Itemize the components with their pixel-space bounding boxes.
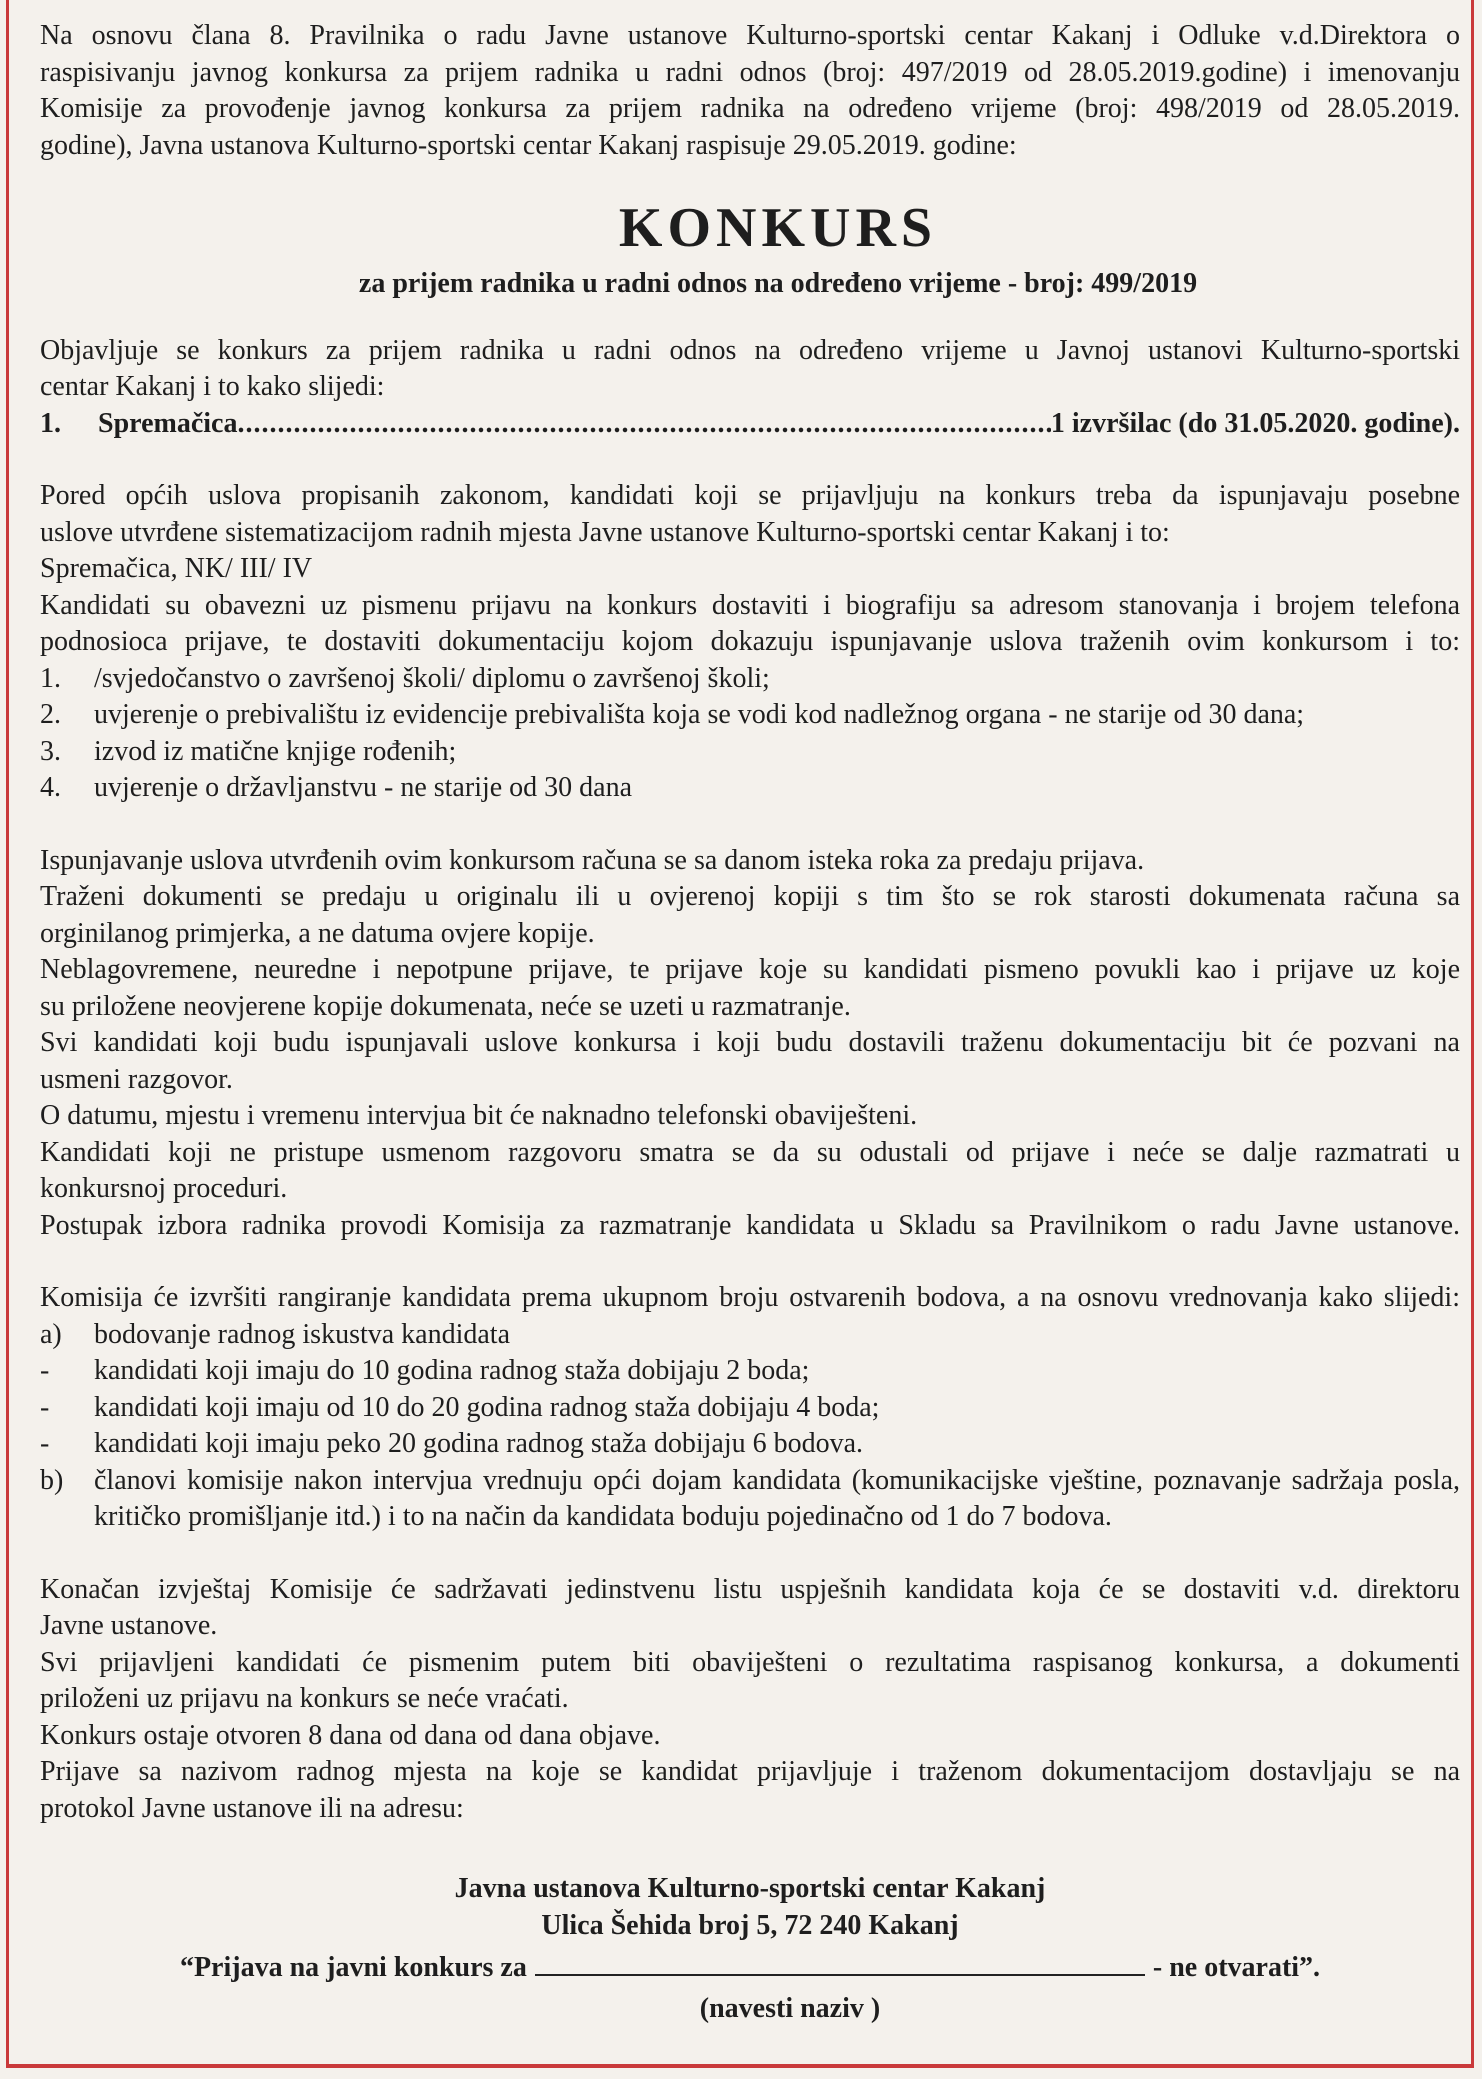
list-item xyxy=(40,697,1460,734)
envelope-blank-line xyxy=(535,1946,1145,1976)
rules-line: su priložene neovjerene kopije dokumenata, neće se uzeti u razmatranje. xyxy=(40,990,851,1022)
rules-line: konkursnoj proceduri. xyxy=(40,1173,288,1204)
position-detail: 1 izvršilac (do 31.05.2020. godine). xyxy=(1050,407,1460,439)
envelope-suffix: - ne otvarati”. xyxy=(1152,1952,1321,1983)
address-institution: Javna ustanova Kulturno-sportski centar Kakanj xyxy=(454,1873,1046,1904)
list-text: uvjerenje o prebivalištu iz evidencije prebivališta koja se vodi kod nadležnog organa - ne starije od 30 dana; xyxy=(94,699,1305,730)
list-item xyxy=(40,1317,1460,1354)
list-marker: b) xyxy=(40,1464,64,1496)
ranking-list xyxy=(40,1317,1460,1536)
conditions-line: Pored općih uslova propisanih zakonom, kandidati koji se prijavljuju na konkurs treba da ispunjavaju posebne xyxy=(40,480,1460,511)
document-title: KONKURS xyxy=(618,197,938,259)
rules-line: Traženi dokumenti se predaju u originalu ili u ovjerenoj kopiji s tim što se rok starosti dokumenata računa sa xyxy=(40,881,1460,912)
ranking-intro: Komisija će izvršiti rangiranje kandidata prema ukupnom broju ostvarenih bodova, a na osnovu vrednovanja kako slijedi: xyxy=(40,1282,1460,1313)
announce-line: centar Kakanj i to kako slijedi: xyxy=(40,371,385,402)
conditions-line: Spremačica, NK/ III/ IV xyxy=(40,553,313,584)
announce-line: Objavljuje se konkurs za prijem radnika u radni odnos na određeno vrijeme u Javnoj ustanovi Kulturno-sportski xyxy=(40,334,1460,366)
envelope-note: (navesti naziv ) xyxy=(699,1992,881,2024)
rules-line: usmeni razgovor. xyxy=(40,1063,233,1095)
final-line: Javne ustanove. xyxy=(40,1610,218,1641)
documents-list xyxy=(40,661,1460,807)
list-marker: - xyxy=(40,1391,50,1423)
envelope-line xyxy=(40,1946,1460,1987)
list-text: kandidati koji imaju od 10 do 20 godina radnog staža dobijaju 4 boda; xyxy=(94,1391,880,1423)
rules-line: Kandidati koji ne pristupe usmenom razgovoru smatra se da su odustali od prijave i neće se dalje razmatrati u xyxy=(40,1136,1460,1168)
position-line xyxy=(40,406,1460,443)
list-text: izvod iz matične knjige rođenih; xyxy=(94,735,457,767)
list-marker: 1. xyxy=(40,662,61,694)
rules-line: Svi kandidati koji budu ispunjavali uslove konkursa i koji budu dostavili traženu dokumentaciju bit će pozvani na xyxy=(40,1027,1460,1058)
rules-line: orginilanog primjerka, a ne datuma ovjere kopije. xyxy=(40,917,595,949)
list-marker: 2. xyxy=(40,699,61,730)
final-paragraph xyxy=(40,1572,1460,1828)
conditions-line: Kandidati su obavezni uz pismenu prijavu na konkurs dostaviti i biografiju sa adresom stanovanja i brojem telefona xyxy=(40,589,1460,621)
list-item xyxy=(40,734,1460,771)
address-street: Ulica Šehida broj 5, 72 240 Kakanj xyxy=(541,1909,959,1941)
list-text: članovi komisije nakon intervjua vrednuju opći dojam kandidata (komunikacijske vještine, poznavanje sadržaja posla, kritičko promišljanje itd.) i to na način da kandidata boduju pojedinačno od 1 do 7 bodova. xyxy=(94,1464,1460,1532)
list-item xyxy=(40,661,1460,698)
final-line: protokol Javne ustanove ili na adresu: xyxy=(40,1792,464,1824)
list-marker: a) xyxy=(40,1318,62,1350)
address-block xyxy=(40,1871,1460,2027)
final-line: Konkurs ostaje otvoren 8 dana od dana od dana objave. xyxy=(40,1719,661,1751)
final-line: Konačan izvještaj Komisije će sadržavati jedinstvenu listu uspješnih kandidata koja će se dostaviti v.d. direktoru xyxy=(40,1573,1460,1605)
intro-line: Komisije za provođenje javnog konkursa za prijem radnika na određeno vrijeme (broj: 498/2019 od 28.05.2019. xyxy=(40,93,1460,124)
rules-line: Postupak izbora radnika provodi Komisija za razmatranje kandidata u Skladu sa Pravilnikom o radu Javne ustanove. xyxy=(40,1209,1460,1241)
intro-line: godine), Javna ustanova Kulturno-sportski centar Kakanj raspisuje 29.05.2019. godine: xyxy=(40,129,1017,161)
list-marker: 3. xyxy=(40,735,61,767)
list-text: bodovanje radnog iskustva kandidata xyxy=(94,1318,511,1350)
position-name: Spremačica xyxy=(98,407,238,439)
list-text: kandidati koji imaju peko 20 godina radnog staža dobijaju 6 bodova. xyxy=(94,1428,864,1459)
conditions-line: uslove utvrđene sistematizacijom radnih mjesta Javne ustanove Kulturno-sportski centar Kakanj i to: xyxy=(40,516,1170,548)
rules-paragraph xyxy=(40,843,1460,1245)
list-marker: 4. xyxy=(40,772,61,803)
list-text: kandidati koji imaju do 10 godina radnog staža dobijaju 2 boda; xyxy=(94,1355,810,1386)
list-text: /svjedočanstvo o završenoj školi/ diplomu o završenoj školi; xyxy=(94,662,770,694)
announce-paragraph xyxy=(40,333,1460,406)
list-marker: - xyxy=(40,1428,50,1459)
final-line: Svi prijavljeni kandidati će pismenim putem biti obaviješteni o rezultatima raspisanog konkursa, a dokumenti xyxy=(40,1646,1460,1678)
list-item xyxy=(40,1390,1460,1427)
intro-line: Na osnovu člana 8. Pravilnika o radu Javne ustanove Kulturno-sportski centar Kakanj i Odluke v.d.Direktora o xyxy=(40,20,1460,51)
intro-paragraph xyxy=(40,18,1460,164)
conditions-line: podnosioca prijave, te dostaviti dokumentaciju kojom dokazuju ispunjavanje uslova traženih ovim konkursom i to: xyxy=(40,626,1460,657)
position-number: 1. xyxy=(40,407,61,439)
final-line: priloženi uz prijavu na konkurs se neće vraćati. xyxy=(40,1683,569,1714)
position-leader-dots xyxy=(237,406,1050,443)
intro-line: raspisivanju javnog konkursa za prijem radnika u radni odnos (broj: 497/2019 od 28.05.2019.godine) i imenovanju xyxy=(40,56,1460,88)
rules-line: Neblagovremene, neuredne i nepotpune prijave, te prijave koje su kandidati pismeno povukli kao i prijave uz koje xyxy=(40,954,1460,985)
rules-line: Ispunjavanje uslova utvrđenih ovim konkursom računa se sa danom isteka roka za predaju prijava. xyxy=(40,844,1145,876)
document-subtitle: za prijem radnika u radni odnos na određeno vrijeme - broj: 499/2019 xyxy=(358,268,1198,299)
list-item xyxy=(40,1353,1460,1390)
list-marker: - xyxy=(40,1355,50,1386)
envelope-prefix: “Prijava na javni konkurs za xyxy=(179,1952,527,1983)
list-item xyxy=(40,1463,1460,1536)
list-text: uvjerenje o državljanstvu - ne starije od 30 dana xyxy=(94,772,633,803)
list-item xyxy=(40,770,1460,807)
rules-line: O datumu, mjestu i vremenu intervjua bit će naknadno telefonski obaviješteni. xyxy=(40,1100,918,1131)
final-line: Prijave sa nazivom radnog mjesta na koje se kandidat prijavljuje i traženom dokumentacijom dostavljaju se na xyxy=(40,1756,1460,1787)
document-page xyxy=(40,18,1460,2027)
conditions-paragraph xyxy=(40,478,1460,661)
list-item xyxy=(40,1426,1460,1463)
